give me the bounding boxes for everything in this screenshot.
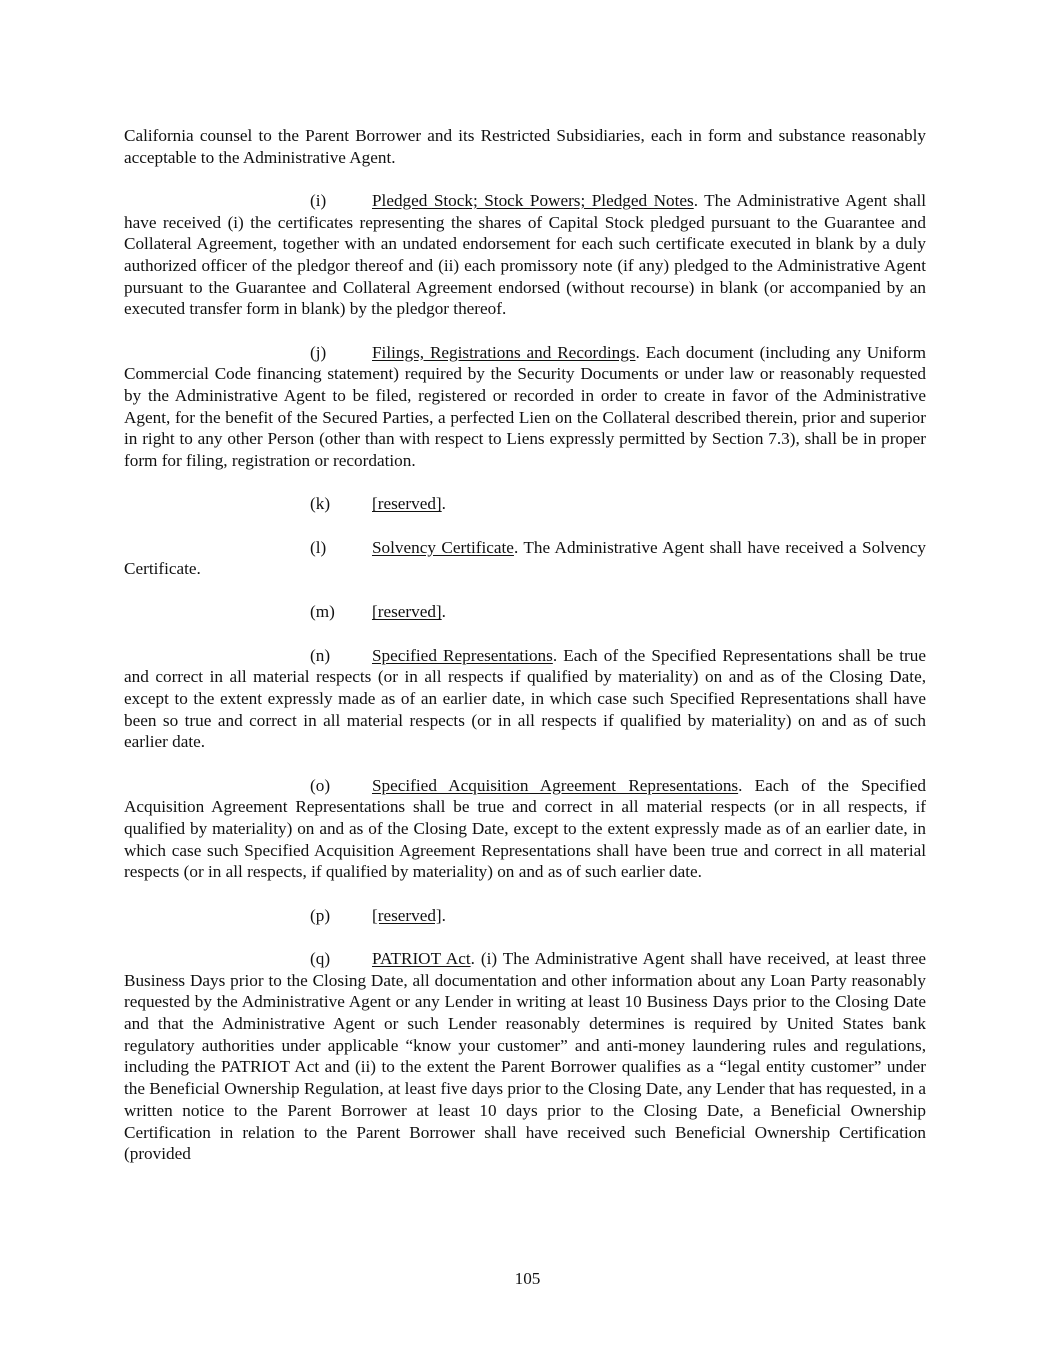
section-marker: (q): [310, 948, 331, 968]
section-heading: Specified Acquisition Agreement Representations: [372, 775, 739, 795]
section-marker: (n): [310, 645, 331, 665]
section-q: [124, 948, 926, 1165]
section-body: .: [441, 905, 446, 925]
document-page: [124, 125, 926, 1186]
section-p: [124, 905, 926, 927]
section-marker: (j): [310, 342, 327, 362]
section-marker: (p): [310, 905, 331, 925]
section-body: . Each of the Specified Acquisition Agreement Representations shall be true and correct in all material respects (or in all respects, if qualified by materiality) on and as of the Closing Date, except to the extent expressly made as of an earlier date, in which case such Specified Acquisition Agreement Representations shall have been true and correct in all material respects (or in all respects, if qualified by materiality) on and as of such earlier date.: [124, 775, 926, 882]
section-heading: Filings, Registrations and Recordings: [372, 342, 636, 362]
section-n: [124, 645, 926, 754]
section-body: . The Administrative Agent shall have received (i) the certificates representing the shares of Capital Stock pledged pursuant to the Guarantee and Collateral Agreement, together with an undated endorsement for each such certificate executed in blank by a duly authorized officer of the pledgor thereof and (ii) each promissory note (if any) pledged to the Administrative Agent pursuant to the Guarantee and Collateral Agreement endorsed (without recourse) in blank (or accompanied by an executed transfer form in blank) by the pledgor thereof.: [124, 190, 926, 319]
section-body: .: [441, 494, 446, 514]
section-heading: PATRIOT Act: [372, 948, 471, 968]
section-marker: (i): [310, 190, 327, 210]
section-heading: [reserved]: [372, 602, 442, 622]
section-heading: Solvency Certificate: [372, 537, 514, 557]
section-l: [124, 537, 926, 580]
section-k: [124, 493, 926, 515]
section-body: . (i) The Administrative Agent shall have received, at least three Business Days prior to the Closing Date, all documentation and other information about any Loan Party reasonably requested by the Administrative Agent or any Lender in writing at least 10 Business Days prior to the Closing Date and that the Administrative Agent or such Lender reasonably determines is required by United States bank regulatory authorities under applicable “know your customer” and anti-money laundering rules and regulations, including the PATRIOT Act and (ii) to the extent the Parent Borrower qualifies as a “legal entity customer” under the Beneficial Ownership Regulation, at least five days prior to the Closing Date, any Lender that has requested, in a written notice to the Parent Borrower at least 10 days prior to the Closing Date, a Beneficial Ownership Certification in relation to the Parent Borrower shall have received such Beneficial Ownership Certification (provided: [124, 948, 926, 1164]
section-body: . The Administrative Agent shall have received a Solvency Certificate.: [124, 537, 927, 579]
section-marker: (l): [310, 537, 327, 557]
section-heading: Specified Representations: [372, 645, 553, 665]
section-j: [124, 342, 926, 472]
section-o: [124, 775, 926, 884]
section-i: [124, 190, 926, 320]
intro-paragraph: California counsel to the Parent Borrower and its Restricted Subsidiaries, each in form and substance reasonably acceptable to the Administrative Agent.: [124, 126, 926, 167]
section-heading: [reserved]: [372, 494, 442, 514]
section-body: . Each of the Specified Representations shall be true and correct in all material respects (or in all respects if qualified by materiality) on and as of the Closing Date, except to the extent expressly made as of an earlier date, in which case such Specified Representations shall have been so true and correct in all material respects (or in all respects if qualified by materiality) on and as of such earlier date.: [124, 645, 926, 752]
section-body: .: [441, 602, 446, 622]
section-marker: (o): [310, 775, 331, 795]
section-heading: Pledged Stock; Stock Powers; Pledged Notes: [372, 190, 694, 210]
section-marker: (m): [310, 602, 335, 622]
section-heading: [reserved]: [372, 905, 442, 925]
section-m: [124, 601, 926, 623]
section-marker: (k): [310, 494, 331, 514]
section-body: . Each document (including any Uniform Commercial Code financing statement) required by the Security Documents or under law or reasonably requested by the Administrative Agent to be filed, registered or recorded in order to create in favor of the Administrative Agent, for the benefit of the Secured Parties, a perfected Lien on the Collateral described therein, prior and superior in right to any other Person (other than with respect to Liens expressly permitted by Section 7.3), shall be in proper form for filing, registration or recordation.: [124, 342, 926, 471]
page-number: 105: [514, 1269, 541, 1288]
